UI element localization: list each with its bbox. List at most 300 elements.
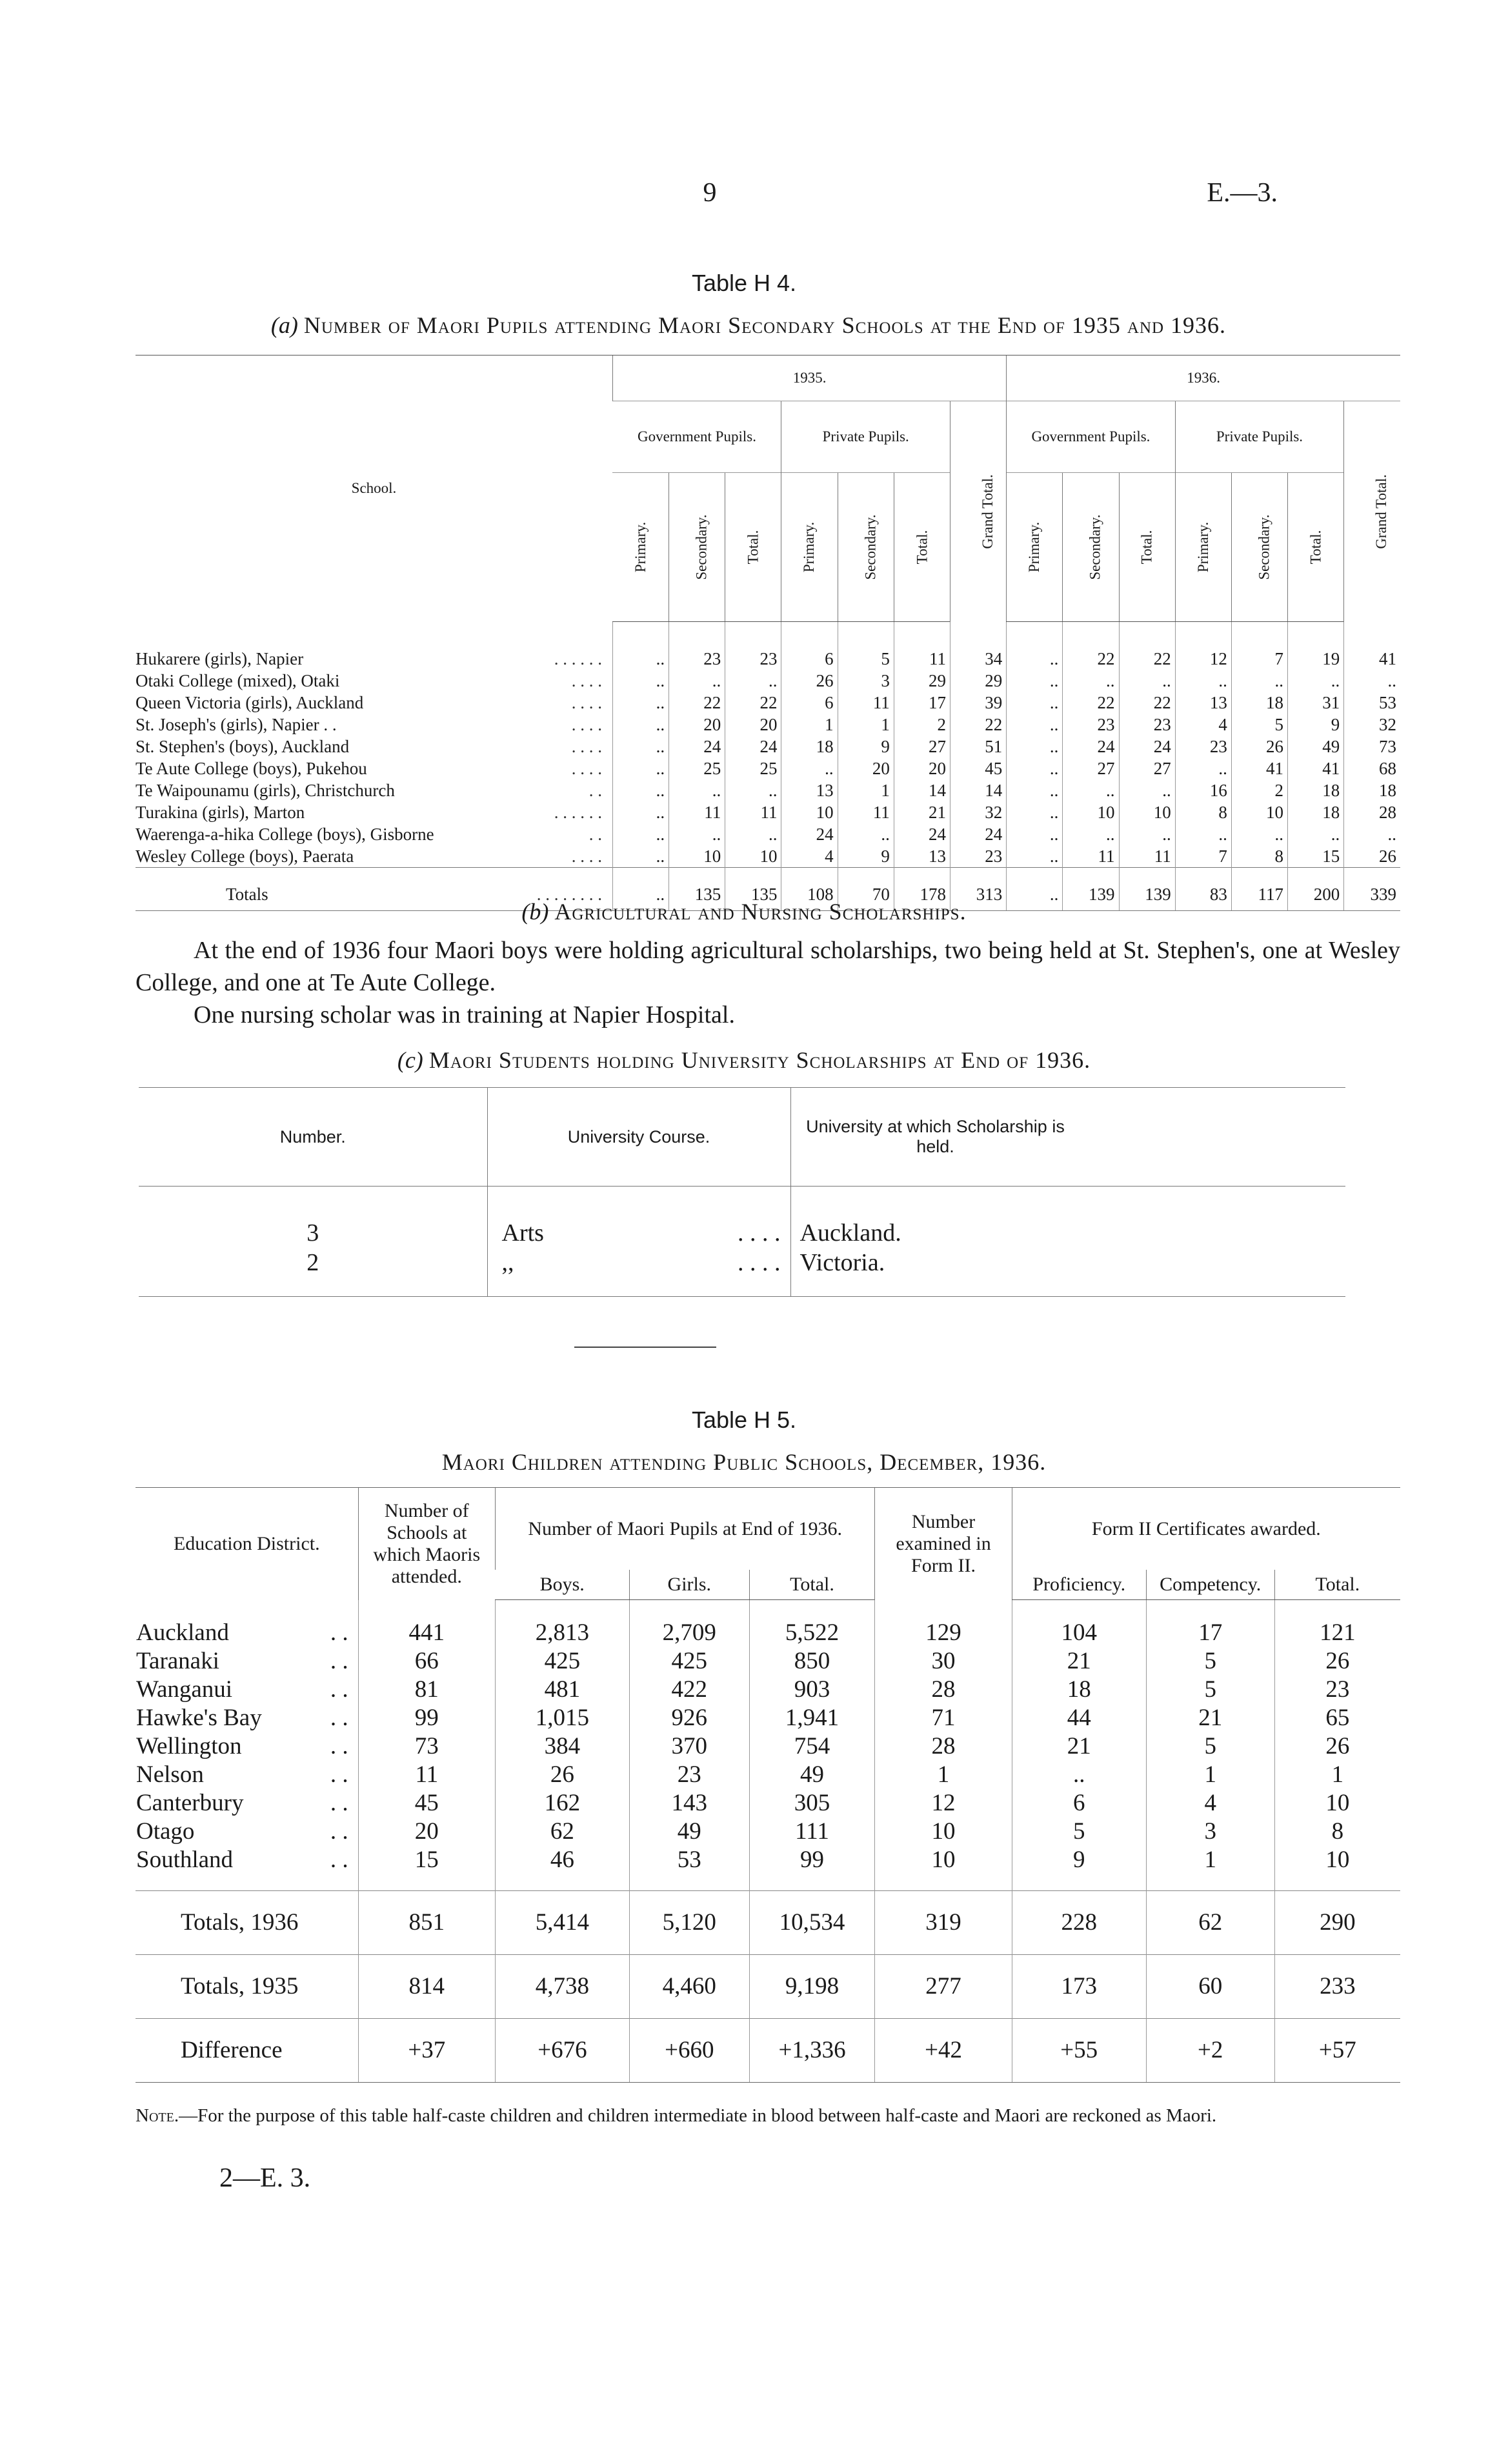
table-h5-subtitle: Maori Children attending Public Schools, December, 1936. — [441, 1449, 1047, 1475]
column-header: Primary. — [1175, 473, 1231, 622]
number-cell: 3 — [307, 1219, 319, 1247]
table-cell: 814 — [358, 1955, 495, 2019]
table-cell: 21 — [1012, 1647, 1146, 1676]
table-cell: 5 — [1012, 1818, 1146, 1846]
table-cell: +42 — [875, 2019, 1012, 2083]
district-cell — [136, 1732, 358, 1761]
table-cell: 26 — [1231, 736, 1287, 757]
table-h5-title: Table H 5. — [691, 1407, 797, 1433]
district-cell — [136, 1704, 358, 1732]
table-cell: 22 — [669, 692, 725, 714]
table-cell: 22 — [1119, 622, 1175, 670]
table-cell: 22 — [1119, 692, 1175, 714]
school-name-cell — [136, 779, 612, 801]
table-cell: 73 — [1344, 736, 1400, 757]
table-cell: 41 — [1288, 757, 1344, 779]
table-cell: 83 — [1175, 868, 1231, 911]
leader-dots: . . . . — [738, 1219, 781, 1247]
table-cell: 139 — [1063, 868, 1119, 911]
table-cell: 3 — [1146, 1818, 1274, 1846]
table-cell: 5,414 — [495, 1891, 629, 1955]
table-cell: .. — [1063, 823, 1119, 845]
table-cell: 11 — [1119, 845, 1175, 868]
table-cell: 441 — [358, 1600, 495, 1648]
school-name-cell — [136, 714, 612, 736]
table-row — [136, 1732, 1400, 1761]
column-header: Total. — [1119, 473, 1175, 622]
school-name: Waerenga-a-hika College (boys), Gisborne — [136, 825, 434, 844]
column-header: Primary. — [612, 473, 669, 622]
district-cell — [136, 1761, 358, 1789]
group-header: Private Pupils. — [1175, 401, 1344, 473]
table-cell: 44 — [1012, 1704, 1146, 1732]
district-name: Wanganui — [136, 1676, 233, 1703]
table-cell: 49 — [629, 1818, 749, 1846]
district-cell — [136, 1600, 358, 1648]
district-name: Otago — [136, 1818, 195, 1845]
school-name-cell — [136, 845, 612, 868]
table-cell: 14 — [950, 779, 1006, 801]
leader-dots: . . — [588, 825, 602, 844]
column-header: Total. — [725, 473, 781, 622]
table-cell: 4 — [1146, 1789, 1274, 1818]
table-cell: 18 — [1288, 779, 1344, 801]
table-cell: 481 — [495, 1676, 629, 1704]
district-name: Hawke's Bay — [136, 1705, 262, 1731]
school-name: Wesley College (boys), Paerata — [136, 846, 354, 866]
table-cell: .. — [612, 714, 669, 736]
table-cell: 22 — [950, 714, 1006, 736]
table-cell: 39 — [950, 692, 1006, 714]
table-cell: .. — [1119, 823, 1175, 845]
table-cell: 1 — [838, 779, 894, 801]
table-cell: 26 — [495, 1761, 629, 1789]
table-row — [136, 1647, 1400, 1676]
table-cell: 11 — [894, 622, 950, 670]
table-cell: 9 — [1012, 1846, 1146, 1891]
table-cell: 108 — [781, 868, 838, 911]
table-cell: .. — [612, 845, 669, 868]
table-cell: 384 — [495, 1732, 629, 1761]
school-name: Te Aute College (boys), Pukehou — [136, 759, 367, 778]
column-header: Primary. — [1007, 473, 1063, 622]
course-cell — [487, 1187, 790, 1248]
column-header: Number. — [139, 1088, 487, 1187]
table-h4-title: Table H 4. — [691, 270, 797, 296]
table-cell: 24 — [950, 823, 1006, 845]
table-cell: .. — [1007, 692, 1063, 714]
table-cell: 8 — [1175, 801, 1231, 823]
school-name-cell — [136, 823, 612, 845]
table-cell: 9 — [838, 845, 894, 868]
school-column-header: School. — [136, 356, 612, 622]
table-cell: 12 — [1175, 622, 1231, 670]
table-cell: 5,120 — [629, 1891, 749, 1955]
table-cell: 1 — [875, 1761, 1012, 1789]
leader-dots: . . . . . . . . — [536, 885, 602, 904]
table-cell: 5 — [1146, 1732, 1274, 1761]
table-cell: 1 — [1274, 1761, 1400, 1789]
group-header: Form II Certificates awarded. — [1012, 1488, 1400, 1570]
table-cell: 28 — [875, 1676, 1012, 1704]
table-cell: 81 — [358, 1676, 495, 1704]
table-cell: 62 — [495, 1818, 629, 1846]
table-row — [136, 1600, 1400, 1648]
school-name-cell — [136, 801, 612, 823]
table-cell: .. — [1288, 670, 1344, 692]
section-b-paragraph-1: At the end of 1936 four Maori boys were holding agricultural scholarships, two being held at St. Stephen's, one at Wesley College, and one at Te Aute College. — [136, 937, 1400, 996]
table-cell: 5 — [1231, 714, 1287, 736]
table-cell: .. — [612, 736, 669, 757]
table-cell: 25 — [669, 757, 725, 779]
table-cell: 10,534 — [749, 1891, 875, 1955]
table-cell: 173 — [1012, 1955, 1146, 2019]
summary-row — [136, 1955, 1400, 2019]
summary-row — [136, 1891, 1400, 1955]
district-name: Wellington — [136, 1733, 242, 1759]
table-cell: 10 — [1063, 801, 1119, 823]
table-cell: 1 — [838, 714, 894, 736]
table-cell: 425 — [495, 1647, 629, 1676]
table-cell: 49 — [749, 1761, 875, 1789]
table-cell: 9 — [1288, 714, 1344, 736]
table-cell: +1,336 — [749, 2019, 875, 2083]
table-row — [139, 1248, 1345, 1297]
table-row — [136, 736, 1400, 757]
course-name: ,, — [501, 1249, 514, 1276]
column-header: Total. — [894, 473, 950, 622]
table-cell: 305 — [749, 1789, 875, 1818]
table-cell: 20 — [725, 714, 781, 736]
group-header: Number of Maori Pupils at End of 1936. — [495, 1488, 874, 1570]
year-header-1935: 1935. — [612, 356, 1006, 401]
leader-dots: . . . . — [738, 1249, 781, 1276]
table-cell: .. — [1007, 823, 1063, 845]
table-cell: 21 — [894, 801, 950, 823]
table-cell: 2,813 — [495, 1600, 629, 1648]
table-cell: .. — [1119, 779, 1175, 801]
university-scholarships-table — [139, 1087, 1345, 1297]
number-cell: 2 — [139, 1248, 487, 1297]
table-cell: .. — [612, 868, 669, 911]
table-cell: 29 — [894, 670, 950, 692]
table-cell: 5 — [838, 622, 894, 670]
table-cell: .. — [1063, 670, 1119, 692]
table-cell: 10 — [875, 1818, 1012, 1846]
table-cell: 10 — [669, 845, 725, 868]
table-cell: 129 — [875, 1600, 1012, 1648]
section-c-prefix: (c) — [397, 1047, 423, 1073]
table-cell: .. — [612, 622, 669, 670]
leader-dots: . . . . — [571, 759, 602, 778]
table-cell: 20 — [838, 757, 894, 779]
table-cell: 18 — [781, 736, 838, 757]
column-header: Secondary. — [1063, 473, 1119, 622]
leader-dots: . . — [588, 781, 602, 800]
table-cell: 277 — [875, 1955, 1012, 2019]
table-cell: 26 — [1274, 1647, 1400, 1676]
summary-label: Totals, 1935 — [136, 1955, 358, 2019]
table-cell: .. — [669, 779, 725, 801]
table-cell: 13 — [1175, 692, 1231, 714]
group-header: Government Pupils. — [1007, 401, 1176, 473]
table-cell: .. — [1007, 868, 1063, 911]
leader-dots: . . — [330, 1790, 348, 1816]
table-cell: 24 — [1119, 736, 1175, 757]
district-name: Auckland — [136, 1619, 229, 1646]
table-cell: .. — [1175, 670, 1231, 692]
table-cell: 10 — [1119, 801, 1175, 823]
table-cell: .. — [1288, 823, 1344, 845]
section-b-prefix: (b) — [521, 899, 549, 925]
column-header: University at which Scholarship is held. — [790, 1088, 1345, 1187]
school-name: St. Joseph's (girls), Napier . . — [136, 715, 337, 734]
table-cell: 111 — [749, 1818, 875, 1846]
table-cell: 71 — [875, 1704, 1012, 1732]
table-cell: 49 — [1288, 736, 1344, 757]
summary-label: Difference — [136, 2019, 358, 2083]
table-cell: 4,738 — [495, 1955, 629, 2019]
table-cell: .. — [1007, 714, 1063, 736]
column-header: University Course. — [487, 1088, 790, 1187]
table-cell: 6 — [1012, 1789, 1146, 1818]
table-cell: 10 — [1274, 1789, 1400, 1818]
table-cell: 23 — [629, 1761, 749, 1789]
table-row — [136, 714, 1400, 736]
table-cell: 425 — [629, 1647, 749, 1676]
leader-dots: . . — [330, 1619, 348, 1646]
table-cell: 45 — [358, 1789, 495, 1818]
school-name: St. Stephen's (boys), Auckland — [136, 737, 350, 756]
table-cell: 5 — [1146, 1647, 1274, 1676]
table-cell: 20 — [669, 714, 725, 736]
footnote-text: —For the purpose of this table half-caste children and children intermediate in blood between half-caste and Maori are reckoned as Maori. — [179, 2105, 1217, 2126]
table-cell: .. — [1012, 1761, 1146, 1789]
table-cell: 24 — [781, 823, 838, 845]
school-name-cell — [136, 692, 612, 714]
table-row — [136, 823, 1400, 845]
university-cell: Auckland. — [790, 1187, 1345, 1248]
district-cell — [136, 1789, 358, 1818]
table-h5 — [136, 1487, 1400, 2083]
school-name: Te Waipounamu (girls), Christchurch — [136, 781, 395, 800]
column-header: Boys. — [495, 1570, 629, 1600]
table-cell: 851 — [358, 1891, 495, 1955]
table-cell: 41 — [1344, 622, 1400, 670]
table-cell: .. — [838, 823, 894, 845]
leader-dots: . . — [330, 1818, 348, 1845]
table-row — [136, 757, 1400, 779]
table-cell: 31 — [1288, 692, 1344, 714]
leader-dots: . . . . — [571, 846, 602, 866]
table-cell: 7 — [1175, 845, 1231, 868]
table-cell: 14 — [894, 779, 950, 801]
table-cell: .. — [612, 823, 669, 845]
table-cell: .. — [1119, 670, 1175, 692]
table-cell: 135 — [725, 868, 781, 911]
table-cell: .. — [1007, 622, 1063, 670]
table-cell: .. — [725, 823, 781, 845]
section-divider — [574, 1347, 716, 1348]
table-cell: 139 — [1119, 868, 1175, 911]
table-cell: 5,522 — [749, 1600, 875, 1648]
table-cell: 73 — [358, 1732, 495, 1761]
table-row — [136, 670, 1400, 692]
table-cell: 143 — [629, 1789, 749, 1818]
table-row — [136, 1789, 1400, 1818]
leader-dots: . . . . — [571, 737, 602, 756]
table-cell: 4,460 — [629, 1955, 749, 2019]
table-cell: 228 — [1012, 1891, 1146, 1955]
table-cell: 18 — [1288, 801, 1344, 823]
leader-dots: . . — [330, 1761, 348, 1788]
school-name-cell — [136, 670, 612, 692]
table-cell: 1 — [1146, 1761, 1274, 1789]
column-header: Secondary. — [1231, 473, 1287, 622]
district-cell — [136, 1647, 358, 1676]
table-cell: .. — [612, 670, 669, 692]
table-cell: 65 — [1274, 1704, 1400, 1732]
table-row — [136, 801, 1400, 823]
table-cell: .. — [725, 779, 781, 801]
leader-dots: . . . . — [571, 693, 602, 712]
table-cell: .. — [669, 670, 725, 692]
table-cell: 2,709 — [629, 1600, 749, 1648]
table-cell: 926 — [629, 1704, 749, 1732]
table-cell: 2 — [1231, 779, 1287, 801]
table-cell: 53 — [629, 1846, 749, 1891]
table-cell: 23 — [1119, 714, 1175, 736]
table-cell: 13 — [894, 845, 950, 868]
table-cell: 18 — [1012, 1676, 1146, 1704]
table-cell: 11 — [669, 801, 725, 823]
table-cell: 41 — [1231, 757, 1287, 779]
table-cell: 46 — [495, 1846, 629, 1891]
table-cell: 1 — [1146, 1846, 1274, 1891]
district-cell — [136, 1818, 358, 1846]
table-cell: .. — [1007, 779, 1063, 801]
leader-dots: . . . . . . — [554, 648, 602, 668]
table-cell: 22 — [1063, 692, 1119, 714]
column-header: Education District. — [136, 1488, 358, 1600]
table-h4 — [136, 355, 1400, 911]
table-cell: 26 — [781, 670, 838, 692]
table-cell: 99 — [358, 1704, 495, 1732]
table-cell: .. — [1175, 757, 1231, 779]
table-cell: +57 — [1274, 2019, 1400, 2083]
table-cell: 21 — [1146, 1704, 1274, 1732]
table-cell: 178 — [894, 868, 950, 911]
district-name: Southland — [136, 1847, 234, 1873]
table-cell: 26 — [1344, 845, 1400, 868]
table-cell: 29 — [950, 670, 1006, 692]
school-name: Otaki College (mixed), Otaki — [136, 671, 340, 690]
school-name-cell — [136, 736, 612, 757]
table-cell: 121 — [1274, 1600, 1400, 1648]
table-cell: 12 — [875, 1789, 1012, 1818]
table-cell: 5 — [1146, 1676, 1274, 1704]
table-cell: 16 — [1175, 779, 1231, 801]
table-cell: 162 — [495, 1789, 629, 1818]
table-cell: 10 — [1274, 1846, 1400, 1891]
table-cell: 34 — [950, 622, 1006, 670]
table-cell: 23 — [725, 622, 781, 670]
leader-dots: . . — [330, 1648, 348, 1674]
table-cell: 11 — [725, 801, 781, 823]
table-cell: .. — [612, 757, 669, 779]
table-cell: .. — [612, 692, 669, 714]
table-cell: 11 — [358, 1761, 495, 1789]
table-cell: 27 — [1119, 757, 1175, 779]
table-cell: 45 — [950, 757, 1006, 779]
table-cell: 18 — [1344, 779, 1400, 801]
summary-label: Totals, 1936 — [136, 1891, 358, 1955]
table-cell: 313 — [950, 868, 1006, 911]
table-cell: 23 — [669, 622, 725, 670]
table-cell: 290 — [1274, 1891, 1400, 1955]
table-cell: 23 — [1063, 714, 1119, 736]
column-header: Secondary. — [838, 473, 894, 622]
table-cell: 11 — [838, 692, 894, 714]
column-header: Primary. — [781, 473, 838, 622]
table-cell: 21 — [1012, 1732, 1146, 1761]
leader-dots: . . — [330, 1676, 348, 1703]
table-cell: 68 — [1344, 757, 1400, 779]
table-cell: 23 — [1274, 1676, 1400, 1704]
table-cell: 20 — [894, 757, 950, 779]
university-cell: Victoria. — [790, 1248, 1345, 1297]
district-cell — [136, 1846, 358, 1891]
table-cell: 9,198 — [749, 1955, 875, 2019]
group-header: Private Pupils. — [781, 401, 950, 473]
column-header: Total. — [749, 1570, 875, 1600]
table-h4-subtitle — [77, 312, 1420, 339]
table-cell: 233 — [1274, 1955, 1400, 2019]
table-cell: 19 — [1288, 622, 1344, 670]
course-name: Arts — [501, 1219, 544, 1247]
table-cell: .. — [781, 757, 838, 779]
table-cell: 200 — [1288, 868, 1344, 911]
school-name: Turakina (girls), Marton — [136, 803, 305, 822]
table-cell: 32 — [1344, 714, 1400, 736]
section-b-paragraph-2: One nursing scholar was in training at Napier Hospital. — [194, 1001, 735, 1028]
table-cell: 22 — [1063, 622, 1119, 670]
table-cell: 10 — [725, 845, 781, 868]
table-cell: 339 — [1344, 868, 1400, 911]
table-cell: 13 — [781, 779, 838, 801]
table-cell: 70 — [838, 868, 894, 911]
table-h4-subtitle-prefix: (a) — [270, 312, 298, 338]
table-cell: 10 — [1231, 801, 1287, 823]
table-row — [136, 845, 1400, 868]
table-cell: 24 — [669, 736, 725, 757]
year-header-1936: 1936. — [1007, 356, 1400, 401]
table-cell: 24 — [1063, 736, 1119, 757]
column-header: Total. — [1288, 473, 1344, 622]
table-cell: 117 — [1231, 868, 1287, 911]
table-cell: 30 — [875, 1647, 1012, 1676]
table-cell: .. — [1007, 845, 1063, 868]
course-cell — [487, 1248, 790, 1297]
table-cell: 10 — [781, 801, 838, 823]
table-cell: .. — [612, 801, 669, 823]
section-b-title: Agricultural and Nursing Scholarships. — [554, 899, 967, 925]
table-cell: 23 — [950, 845, 1006, 868]
table-cell: 2 — [894, 714, 950, 736]
table-cell: .. — [1007, 736, 1063, 757]
table-cell: 11 — [838, 801, 894, 823]
leader-dots: . . — [330, 1847, 348, 1873]
